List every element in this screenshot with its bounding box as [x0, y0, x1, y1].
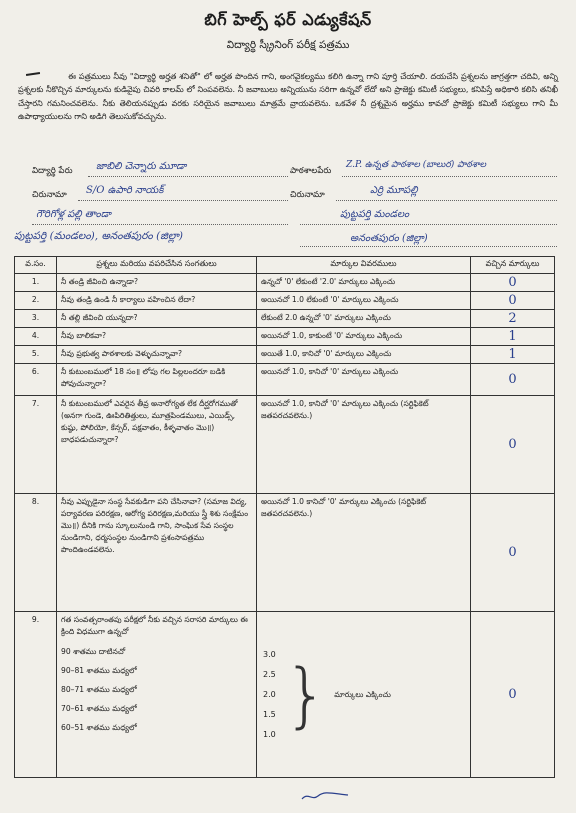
row-marks-rule: అయినచో 1.0 కానిచో '0' మార్కులు ఎక్కించు (సర్టిఫికెట్ జతపరచవలెను.): [257, 494, 471, 612]
header-serial: వ.సం.: [15, 257, 57, 274]
grade-mark-value: 1.0: [263, 729, 276, 739]
school-name-line: [342, 176, 557, 177]
guardian-value[interactable]: S/O ఉపారి నాయక్: [86, 185, 164, 196]
row-number: 3.: [15, 310, 57, 328]
village-value[interactable]: గౌరిగోళ్ల పల్లి తాండా: [36, 209, 111, 220]
header-question: ప్రశ్నలు మరియు వపరిచేసిన సంగతులు: [57, 257, 257, 274]
row-score[interactable]: 0: [471, 494, 555, 612]
guardian-line: [78, 200, 288, 201]
table-row: [15, 494, 555, 612]
row-score[interactable]: 0: [471, 292, 555, 310]
district-line: [300, 246, 557, 247]
address-line: [336, 200, 557, 201]
row-score[interactable]: 0: [471, 612, 555, 778]
row-question: నీవు ఎప్పుడైనా సంస్థ సేవకుడిగా పని చేసినావా? (సమాజ విద్య, పర్యావరణ పరిరక్షణ, ఆరోగ్య పరిరక్షణ,మరియు స్త్రీ శిశు సంక్షేమం మొ॥) దీనికి గాను స్కూలునుండి గాని, సాంఘిక సేవ సంస్థల నుండిగాని, ధర్మసంస్థల నుండిగాని ప్రశంసాపత్రము పొందిఉండవలెను.: [57, 494, 257, 612]
grade-range-item: 60–51 శాతము మధ్యలో: [61, 723, 137, 732]
row-number: 6.: [15, 364, 57, 396]
row-question: [57, 612, 257, 778]
row-question: నీవు తండ్రి ఉండి నీ కార్యాలు వహించిన లేదా?: [57, 292, 257, 310]
student-name-line: [88, 176, 288, 177]
row-score[interactable]: 0: [471, 274, 555, 292]
row-score[interactable]: 0: [471, 364, 555, 396]
grade-mark-value: 2.0: [263, 689, 276, 699]
row-number: 5.: [15, 346, 57, 364]
table-row: [15, 292, 555, 310]
row-marks-rule: ఉన్నచో '0' లేకుంటే '2.0' మార్కులు ఎక్కించు: [257, 274, 471, 292]
grade-marks-instruction: మార్కులు ఎక్కించు: [334, 689, 391, 699]
row-marks-rule: అయినచో 1.0, కాకుంటే '0' మార్కులు ఎక్కించు: [257, 328, 471, 346]
table-row: [15, 328, 555, 346]
table-row: [15, 310, 555, 328]
row-question: నీ తల్లి జీవించి యున్నదా?: [57, 310, 257, 328]
row-number: 7.: [15, 396, 57, 494]
row-question: నీవు బాలికవా?: [57, 328, 257, 346]
row-marks-rule: అయినచో 1.0, కానిచో '0' మార్కులు ఎక్కించు (సర్టిఫికెట్ జతపరచవలెను.): [257, 396, 471, 494]
grade-mark-value: 2.5: [263, 669, 276, 679]
row-marks-rule: అయినచో 1.0 లేకుంటే '0' మార్కులు ఎక్కించు: [257, 292, 471, 310]
row-score[interactable]: 1: [471, 346, 555, 364]
student-name-value[interactable]: జాబిలి చెన్నారు మూడా: [96, 161, 187, 172]
row-score[interactable]: 1: [471, 328, 555, 346]
grade-mark-value: 1.5: [263, 709, 276, 719]
grade-marks-list: [263, 645, 276, 745]
instructions-paragraph: ఈ పత్రములు నీవు "విద్యార్థి అర్హత శనితో" లో అర్హత పొందిన గాని, అంగవైకల్యము కలిగి ఉన్నా గాని పూర్తి చేయాలి. దయచేసి ప్రశ్నలను జాగ్రత్తగా చదివి, అన్ని ప్రశ్నలకు నీకొచ్చిన మార్కులను కుడివైపు చివరి కాలమ్ లో నింపవలెను. నీ జవాబులు అన్నియును సరిగా ఉన్నవో లేదో అని ప్రాజెక్టు కమిటీ సభ్యులు, కనిపిస్తే అధికారి కలిసి తనిఖీ చేస్తారని గమనించవలెను. నీకు తెలియనప్పుడు వరకు సరియైన జవాబులు మాత్రమే వ్రాయవలెను. ఒకవేళ నీ ద్రశ్నమైన అర్హము కావచో ప్రాజెక్టు కమిటీ సభ్యులు గాని మీ ఉపాధ్యాయులను గాని అడిగి తెలుసుకోవచ్చును.: [18, 72, 558, 122]
district-value[interactable]: పుట్టపర్తి (మండలం), అనంతపురం (జిల్లా): [14, 230, 183, 242]
grade-marks-group: [261, 645, 466, 745]
school-name-label: పాఠశాలపేరు: [290, 166, 332, 176]
grade-range-item: 80–71 శాతము మధ్యలో: [61, 685, 137, 694]
row-question: నీవు ప్రభుత్వ పాఠశాలకు వెళ్ళుచున్నావా?: [57, 346, 257, 364]
screening-table: [14, 256, 555, 778]
row-score[interactable]: 2: [471, 310, 555, 328]
guardian-label: చిరునామా: [32, 190, 67, 200]
school-name-value[interactable]: Z.P. ఉన్నత పాఠశాల (బాలుర) పాఠశాల: [346, 160, 487, 170]
grade-mark-value: 3.0: [263, 649, 276, 659]
row-marks-rule: అయితే 1.0, కానిచో '0' మార్కులు ఎక్కించు: [257, 346, 471, 364]
signature-scribble: [300, 790, 350, 802]
row-score[interactable]: 0: [471, 396, 555, 494]
row-question: నీ కుటుంబములో 18 సం॥ లోపు గల పిల్లలందరూ బడికి పోవుచున్నారా?: [57, 364, 257, 396]
row-marks-rule: లేకుంటే 2.0 ఉన్నచో '0' మార్కులు ఎక్కించు: [257, 310, 471, 328]
brace-symbol: }: [283, 653, 329, 736]
grade-range-item: 90–81 శాతము మధ్యలో: [61, 666, 137, 675]
row-number: 4.: [15, 328, 57, 346]
header-marks-obtained: వచ్చిన మార్కులు: [471, 257, 555, 274]
table-row: [15, 612, 555, 778]
student-name-label: విద్యార్థి పేరు: [32, 166, 73, 176]
row-number: 2.: [15, 292, 57, 310]
grade-range-item: 70–61 శాతము మధ్యలో: [61, 704, 137, 713]
address-value[interactable]: ఎర్రి మూపల్లి: [370, 185, 418, 196]
row-number: 9.: [15, 612, 57, 778]
row-marks-rule: అయినచో 1.0, కానిచో '0' మార్కులు ఎక్కించు: [257, 364, 471, 396]
form-subtitle: విద్యార్థి స్క్రీనింగ్ పరీక్ష పత్రము: [226, 39, 350, 51]
table-row: [15, 364, 555, 396]
header-marks-details: మార్కుల వివరములు: [257, 257, 471, 274]
form-title: బిగ్ హెల్ప్ ఫర్ ఎడ్యుకేషన్: [204, 10, 372, 29]
row-marks-rule: [257, 612, 471, 778]
table-row: [15, 274, 555, 292]
table-row: [15, 396, 555, 494]
row-question: నీ కుటుంబములో ఎవరైన తీవ్ర అనారోగ్యత లేక దీర్ఘరోగముతో (అనగా గుండె, ఊపిరితిత్తులు, మూత్రపిండములు, ఎయిడ్స్, కుష్ఠు, పోలియో, కేన్సర్, పక్షవాతం, కీళ్ళవాతం మొ॥) బాధపడుచున్నారా?: [57, 396, 257, 494]
row-number: 8.: [15, 494, 57, 612]
table-row: [15, 346, 555, 364]
mandal-line: [300, 224, 557, 225]
village-line: [32, 224, 288, 225]
row-number: 1.: [15, 274, 57, 292]
grade-range-item: 90 శాతము దాటినచో: [61, 647, 126, 656]
mandal-value[interactable]: పుట్టపర్తి మండలం: [340, 209, 410, 220]
grade-range-list: [61, 642, 252, 737]
row-question: నీ తండ్రి జీవించి ఉన్నాడా?: [57, 274, 257, 292]
row-question-text: గత సంవత్సరాంతపు పరీక్షలో నీకు వచ్చిన సరాసరి మార్కులు ఈ క్రింది విధముగా ఉన్నచో: [61, 615, 248, 636]
district-value-2[interactable]: అనంతపురం (జిల్లా): [350, 233, 428, 244]
table-header-row: [15, 257, 555, 274]
address-label: చిరునామా: [290, 190, 325, 200]
